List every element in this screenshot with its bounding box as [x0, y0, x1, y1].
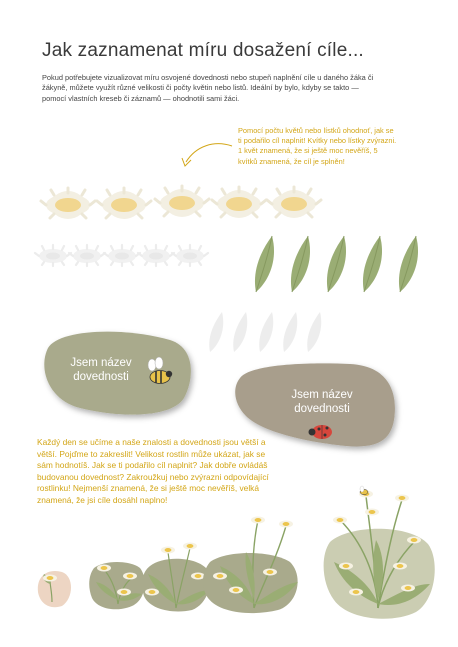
- plant-icon: [38, 571, 71, 607]
- page-title: Jak zaznamenat míru dosažení cíle...: [42, 40, 364, 61]
- daisy-icon: [138, 245, 174, 266]
- hint-top: Pomocí počtu květů nebo lístků ohodnoť, jak se ti podařilo cíl naplnit! Kvítky nebo lístky zvýrazni. 1 květ znamená, že si ještě moc nevěříš, 5 kvítků znamená, že cíl je splněn!: [238, 126, 397, 166]
- daisy-icon: [172, 245, 208, 266]
- daisy-icon: [104, 245, 140, 266]
- intro-text: Pokud potřebujete vizualizovat míru osvojené dovednosti nebo stupeň naplnění cíle u daného žáka či žákyně, můžete využít různé velikosti či počty květin nebo listů. Ideální by bylo, kdyby se takto — pomocí vlastních kreseb či záznamů — ohodnotili sami žáci.: [42, 73, 374, 103]
- leaf-icon: [283, 312, 297, 352]
- leaf-icon: [399, 236, 418, 292]
- arrow-icon: [182, 144, 232, 166]
- daisy-icon: [97, 188, 151, 219]
- plant-icon: [203, 517, 298, 614]
- leaf-icon: [255, 236, 274, 292]
- bee-icon: [360, 486, 368, 495]
- hint-bottom: Každý den se učíme a naše znalosti a dovednosti jsou větší a větší. Pojďme to zakreslit! Velikost rostlin může ukázat, jak se sám hodnotíš. Jak se ti podařilo cíl naplnit? Jak dobře ovládáš budovanou dovednost? Zakroužkuj nebo zvýrazni odpovídající rostlinku! Nejmenší znamená, že si ještě moc nevěříš, velká znamená, že jsi cíle dosáhl naplno!: [37, 437, 269, 505]
- plant-icon: [89, 562, 144, 609]
- leaf-icon: [327, 236, 346, 292]
- plant-icon: [324, 491, 435, 619]
- daisy-icon: [69, 245, 105, 266]
- leaf-icon: [291, 236, 310, 292]
- daisy-icon: [35, 245, 71, 266]
- leaf-icon: [233, 312, 247, 352]
- daisy-icon: [155, 186, 209, 217]
- daisy-icon: [41, 188, 95, 219]
- leaf-icon: [259, 312, 273, 352]
- skill-label-1: Jsem název dovednosti: [70, 357, 132, 383]
- daisy-icon: [267, 187, 321, 218]
- daisy-icon: [212, 187, 266, 218]
- plant-icon: [142, 543, 210, 612]
- leaf-icon: [307, 312, 321, 352]
- leaf-icon: [363, 236, 382, 292]
- leaf-icon: [209, 312, 223, 352]
- skill-label-2: Jsem název dovednosti: [291, 389, 353, 415]
